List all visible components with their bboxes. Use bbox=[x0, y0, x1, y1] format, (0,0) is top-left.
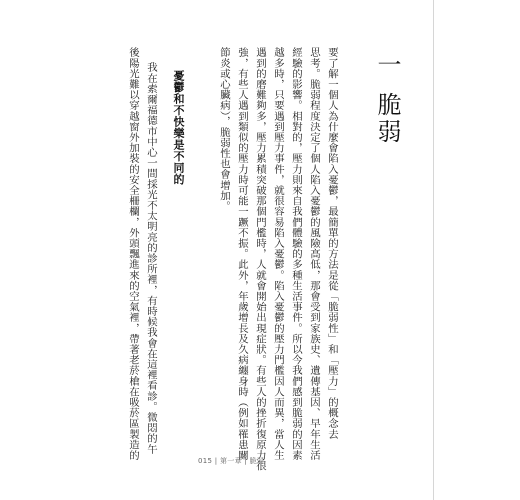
paragraph-2-line-2: 後陽光難以穿越窗外加裝的安全柵欄，外頭飄進來的空氣裡，帶著老菸槍在吸菸區製造的 bbox=[127, 47, 139, 461]
paragraph-2-line-1: 我在索爾福德市中心一間採光不太明亮的診所裡，有時候我會在這裡看診。微悶的午 bbox=[145, 62, 157, 455]
page-edge-line bbox=[433, 0, 434, 500]
paragraph-1-line-2: 思考。脆弱程度決定了個人陷入憂鬱的風險高低，那會受到家族史、遺傳基因、早年生活 bbox=[308, 47, 320, 461]
paragraph-1-line-5: 遇到的磨難夠多，壓力累積突破那個門檻時，人就會開始出現症狀。有些人的挫折復原力很 bbox=[254, 47, 266, 471]
paragraph-1-line-4: 越多時，只要遇到壓力事件，就很容易陷入憂鬱。陷入憂鬱的壓力門檻因人而異，當人生 bbox=[272, 47, 284, 461]
page-footer: 015 | 第一章 | 脆弱 bbox=[198, 457, 265, 465]
chapter-number: 一 bbox=[373, 52, 401, 76]
chapter-title: 脆弱 bbox=[373, 92, 401, 146]
paragraph-1-line-6: 強，有些人遇到類似的壓力時可能一蹶不振。此外，年歲增長及久病纏身時（例如罹患關 bbox=[236, 47, 248, 461]
paragraph-1-line-3: 經驗的影響。相對的，壓力則來自我們體驗的多種生活事件。所以今我們感到脆弱的因素 bbox=[290, 47, 302, 461]
paragraph-1-line-1: 要了解一個人為什麼會陷入憂鬱，最簡單的方法是從「脆弱性」和「壓力」的概念去 bbox=[326, 47, 338, 440]
paragraph-1-line-7: 節炎或心臟病），脆弱性也會增加。 bbox=[218, 47, 230, 212]
section-heading: 憂鬱和不快樂是不同的 bbox=[172, 70, 185, 185]
